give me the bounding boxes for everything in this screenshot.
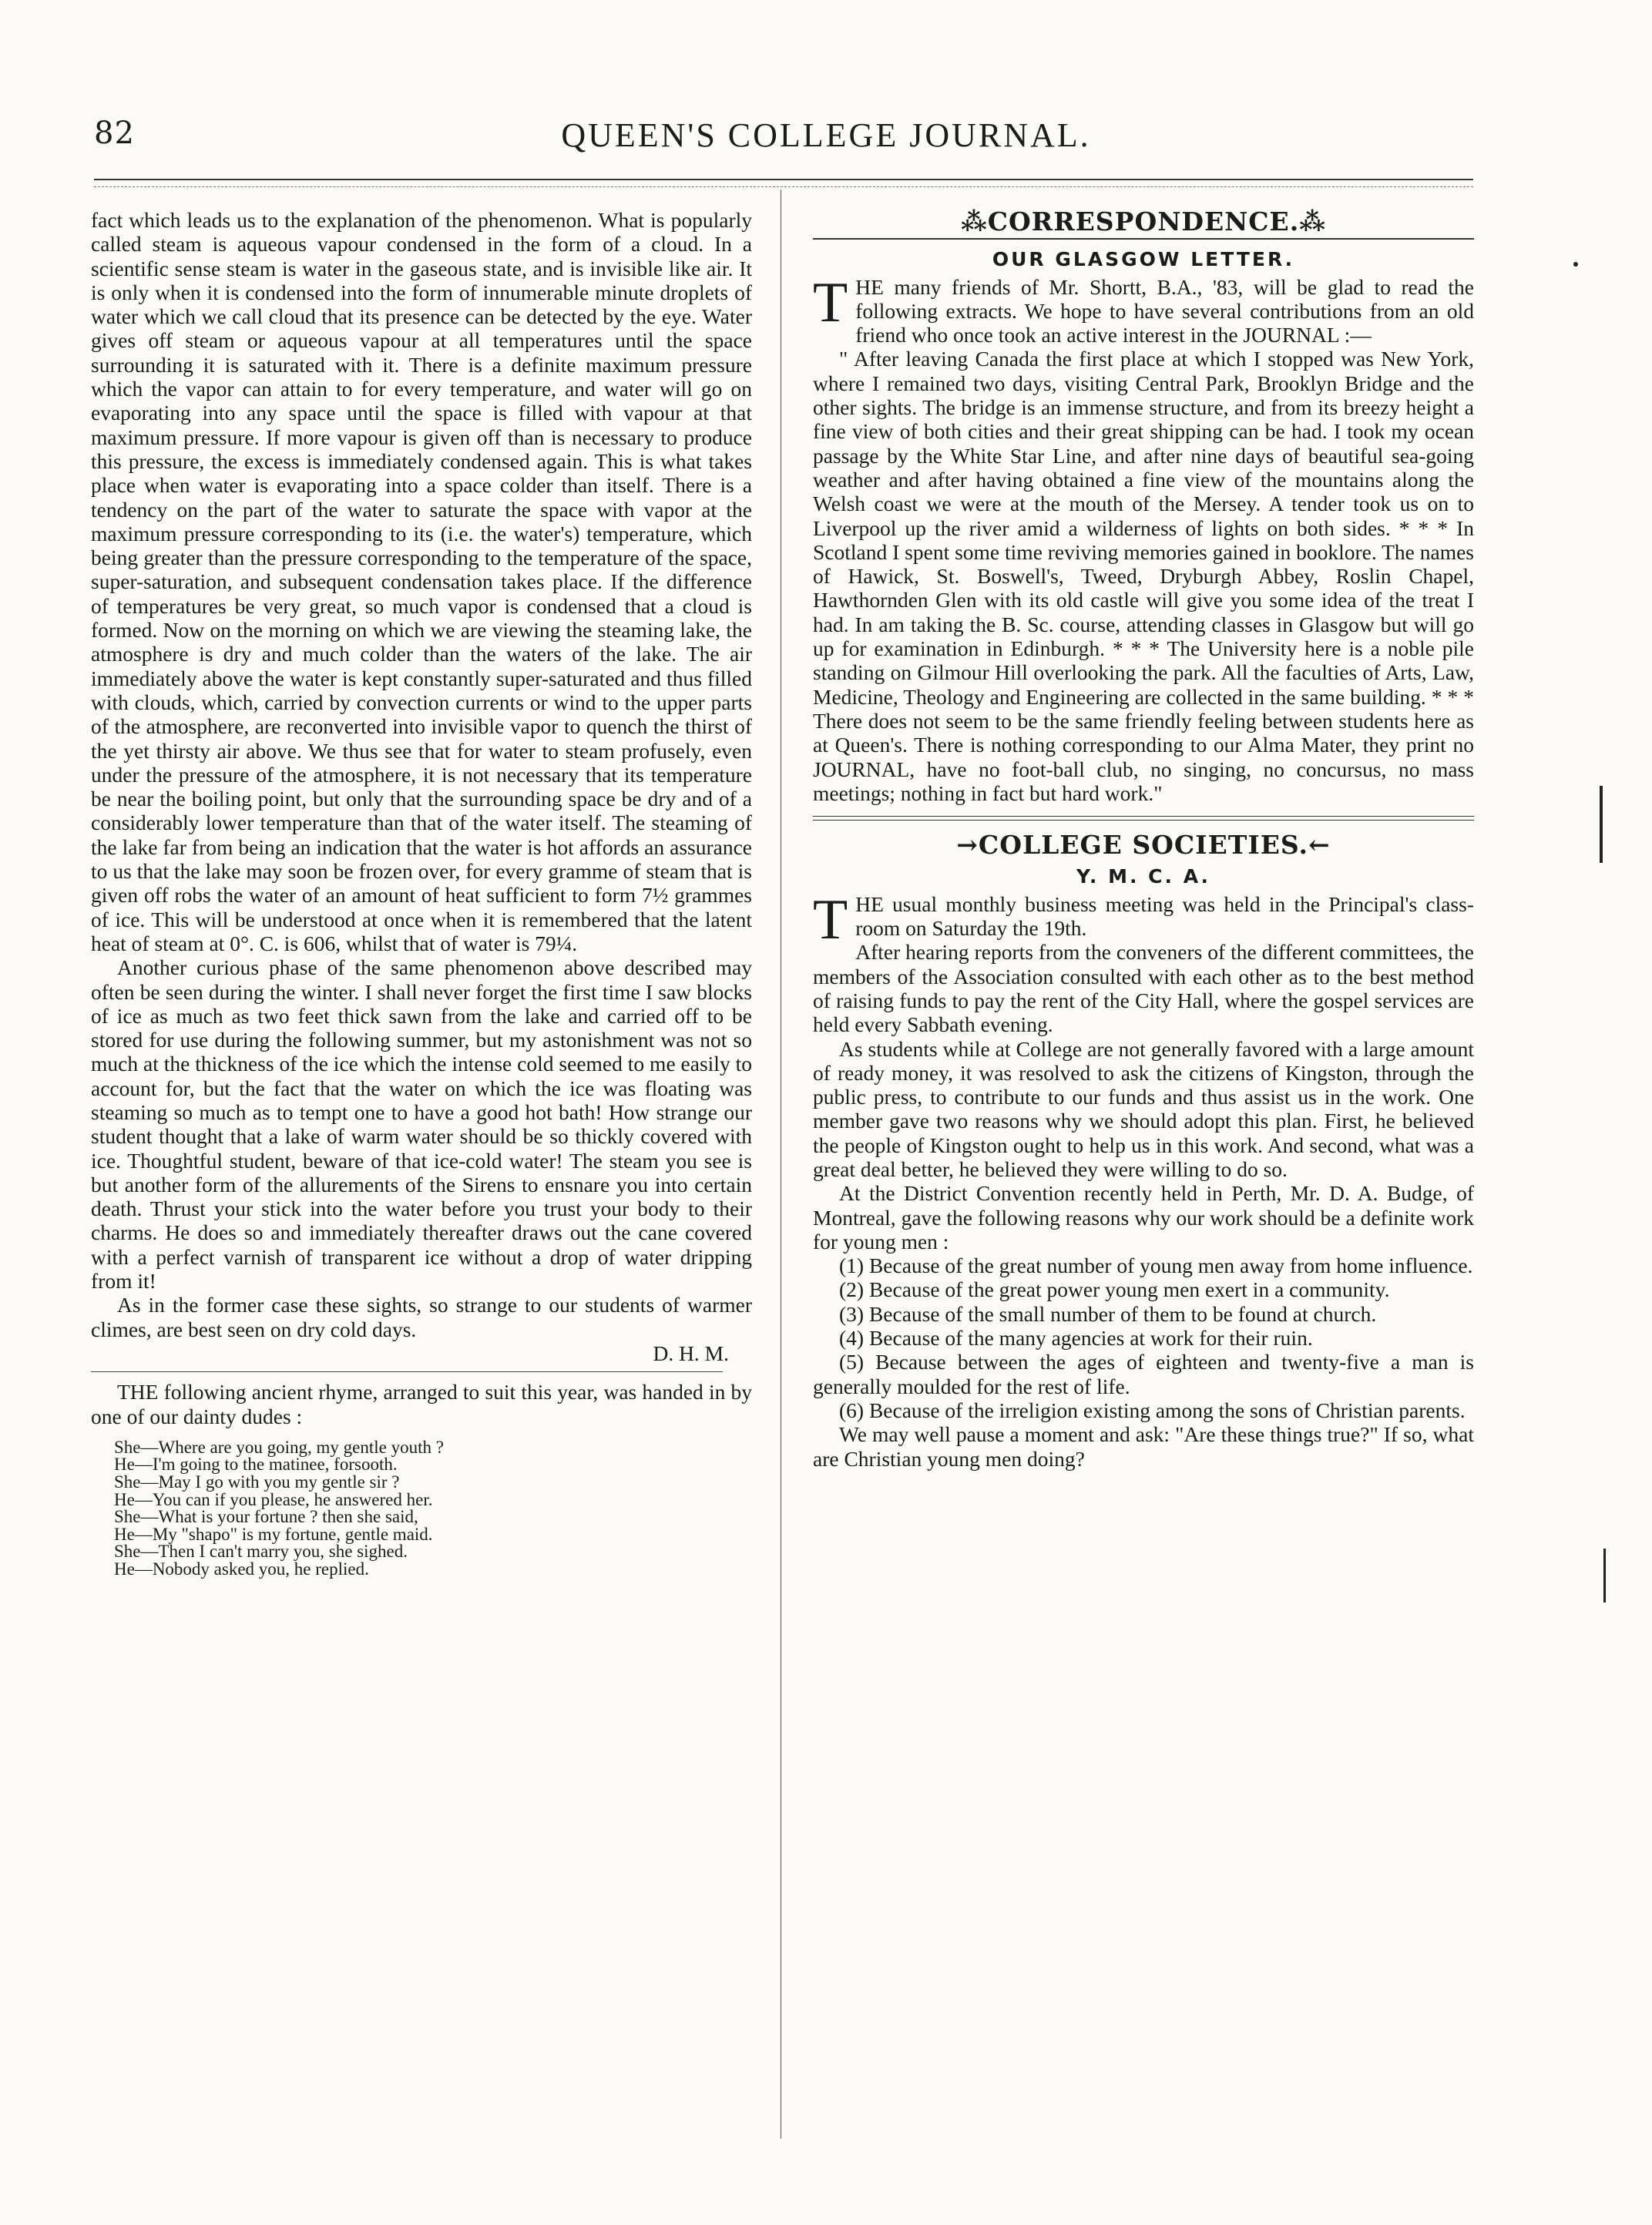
drop-cap: T (813, 270, 848, 334)
rhyme-intro: THE following ancient rhyme, arranged to suit this year, was handed in by one of our dainty dudes : (91, 1380, 752, 1428)
rhyme-line: He—I'm going to the matinee, forsooth. (114, 1455, 398, 1475)
right-column (813, 206, 1474, 1471)
rhyme-line: She—Then I can't marry you, she sighed. (114, 1542, 408, 1562)
page-number: 82 (94, 116, 135, 151)
journal-title: QUEEN'S COLLEGE JOURNAL. (561, 116, 1091, 154)
margin-mark (1600, 786, 1603, 863)
reason-item: (1) Because of the great number of young men away from home influence. (839, 1253, 1473, 1278)
article-signature: D. H. M. (653, 1341, 729, 1365)
heading-rule (813, 238, 1474, 240)
societies-intro (813, 888, 1474, 951)
societies-paragraph: As students while at College are not generally favored with a large amount of ready money, it was resolved to ask the citizens of Kingston, through the public press, to contribute to our funds and thus assist us in the work. One member gave two reasons why we should adopt this plan. First, he believed the people of Kingston ought to help us in this work. And second, what was a great deal better, he believed they were willing to do so. (813, 1036, 1474, 1181)
rhyme (114, 1439, 752, 1579)
margin-mark (1573, 262, 1578, 267)
margin-mark (1603, 1549, 1606, 1602)
glasgow-letter: " After leaving Canada the first place at which I stopped was New York, where I remained two days, visiting Central Park, Brooklyn Bridge and the other sights. The bridge is an immense structure, and from its breezy height a fine view of both cities and their great shipping can be had. I took my ocean passage by the White Star Line, and after nine days of beautiful sea-going weather and after having obtained a fine view of the mountains along the Welsh coast we were at the mouth of the Mersey. A tender took us on to Liverpool up the river amid a wilderness of lights on both sides. * * * In Scotland I spent some time reviving memories gained in booklore. The names of Hawick, St. Boswell's, Tweed, Dryburgh Abbey, Roslin Chapel, Hawthornden Glen with its old castle will give you some idea of the treat I had. In am taking the B. Sc. course, attending classes in Glasgow but will go up for examination in Edinburgh. * * * The University here is a noble pile standing on Gilmour Hill overlooking the park. All the faculties of Arts, Law, Medicine, Theology and Engineering are collected in the same building. * * * There does not seem to be the same friendly feeling between students here as at Queen's. There is nothing corresponding to our Alma Mater, they print no JOURNAL, have no foot-ball club, no singing, no concursus, no mass meetings; nothing in fact but hard work." (813, 347, 1474, 805)
ymca-subheading: Y. M. C. A. (1076, 865, 1211, 888)
rhyme-line: She—May I go with you my gentle sir ? (114, 1472, 400, 1492)
reason-item: (3) Because of the small number of them to be found at church. (839, 1301, 1377, 1326)
article-paragraph: Another curious phase of the same phenomenon above described may often be seen during the winter. I shall never forget the first time I saw blocks of ice as much as two feet thick sawn from the lake and carried off to be stored for use during the following summer, but my astonishment was not so much at the thickness of the ice which the intense cold seemed to me easily to account for, but the fact that the water on which the ice was floating was steaming so much as to tempt one to have a good hot bath! How strange our student thought that a lake of warm water should be so thickly covered with ice. Thoughtful student, beware of that ice-cold water! The steam you see is but another form of the allurements of the Sirens to ensnare you into certain death. Thrust your stick into the water before you trust your body to their charms. He does so and immediately thereafter draws out the cane covered with a perfect varnish of transparent ice without a drop of water dripping from it! (91, 955, 752, 1294)
reason-item: (4) Because of the many agencies at work for their ruin. (839, 1326, 1313, 1351)
reason-item: (2) Because of the great power young men exert in a community. (839, 1277, 1390, 1302)
section-rule (91, 1371, 723, 1372)
header-rule (94, 179, 1473, 187)
article-paragraph: fact which leads us to the explanation of the phenomenon. What is popularly called steam is aqueous vapour condensed in the form of a cloud. In a scientific sense steam is water in the gaseous state, and is invisible like air. It is only when it is condensed into the form of innumerable minute droplets of water which we call cloud that its presence can be detected by the eye. Water gives off steam or aqueous vapour at all temperatures until the space surrounding it is saturated with it. There is a definite maximum pressure which the vapor can attain to for every temperature, and water will go on evaporating into any space until the space is filled with vapour at that maximum pressure. If more vapour is given off than is necessary to produce this pressure, the excess is immediately condensed again. This is what takes place when water is evaporating into a space colder than itself. There is a tendency on the part of the water to saturate the space with vapor at the maximum pressure corresponding to its (i.e. the water's) temperature, which being greater than the pressure corresponding to the temperature of the space, super-saturation, and subsequent condensation takes place. If the difference of temperatures be very great, so much vapor is condensed that a cloud is formed. Now on the morning on which we are viewing the steaming lake, the atmosphere is dry and much colder than the waters of the lake. The air immediately above the water is kept constantly super-saturated and thus filled with clouds, which, carried by convection currents or wind to the upper parts of the atmosphere, are reconverted into invisible vapor to quench the thirst of the yet thirsty air above. We thus see that for water to steam profusely, even under the pressure of the atmosphere, it is not necessary that its temperature be near the boiling point, but only that the surrounding space be dry and of a considerably lower temperature than that of the water itself. The steaming of the lake far from being an indication that the water is hot affords an assurance to us that the lake may soon be frozen over, for every gramme of steam that is given off robs the water of an amount of heat sufficient to form 7½ grammes of ice. This will be understood at once when it is remembered that the latent heat of steam at 0°. C. is 606, whilst that of water is 79¼. (91, 208, 752, 955)
reason-item: (5) Because between the ages of eighteen and twenty-five a man is generally moulded for the rest of life. (813, 1350, 1474, 1398)
societies-paragraph: At the District Convention recently held in Perth, Mr. D. A. Budge, of Montreal, gave the following reasons why our work should be a definite work for young men : (813, 1181, 1474, 1253)
societies-intro-text: HE usual monthly business meeting was held in the Principal's class-room on Saturday the 19th. (855, 891, 1474, 941)
section-double-rule (813, 816, 1474, 821)
drop-cap: T (813, 888, 848, 951)
article-paragraph: As in the former case these sights, so strange to our students of warmer climes, are best seen on dry cold days. (91, 1293, 752, 1341)
rhyme-line: She—Where are you going, my gentle youth ? (114, 1437, 444, 1457)
rhyme-line: She—What is your fortune ? then she said, (114, 1507, 418, 1527)
correspondence-intro (813, 270, 1474, 347)
correspondence-subheading: OUR GLASGOW LETTER. (992, 248, 1295, 271)
closing-paragraph: We may well pause a moment and ask: "Are these things true?" If so, what are Christian young men doing? (813, 1422, 1474, 1471)
left-column (91, 208, 752, 1579)
correspondence-intro-text: HE many friends of Mr. Shortt, B.A., '83, will be glad to read the following extracts. We hope to have several contributions from an old friend who once took an active interest in the JOURNAL :— (855, 274, 1474, 347)
reason-item: (6) Because of the irreligion existing among the sons of Christian parents. (839, 1398, 1466, 1422)
rhyme-line: He—Nobody asked you, he replied. (114, 1559, 369, 1579)
correspondence-heading: ⁂CORRESPONDENCE.⁂ (961, 206, 1326, 237)
societies-heading: →COLLEGE SOCIETIES.← (956, 830, 1331, 861)
rhyme-line: He—My "shapo" is my fortune, gentle maid. (114, 1524, 433, 1544)
societies-paragraph: After hearing reports from the conveners of the different committees, the members of the Association consulted with each other as to the best method of raising funds to pay the rent of the City Hall, where the gospel services are held every Sabbath evening. (813, 940, 1474, 1037)
rhyme-line: He—You can if you please, he answered her. (114, 1489, 433, 1509)
